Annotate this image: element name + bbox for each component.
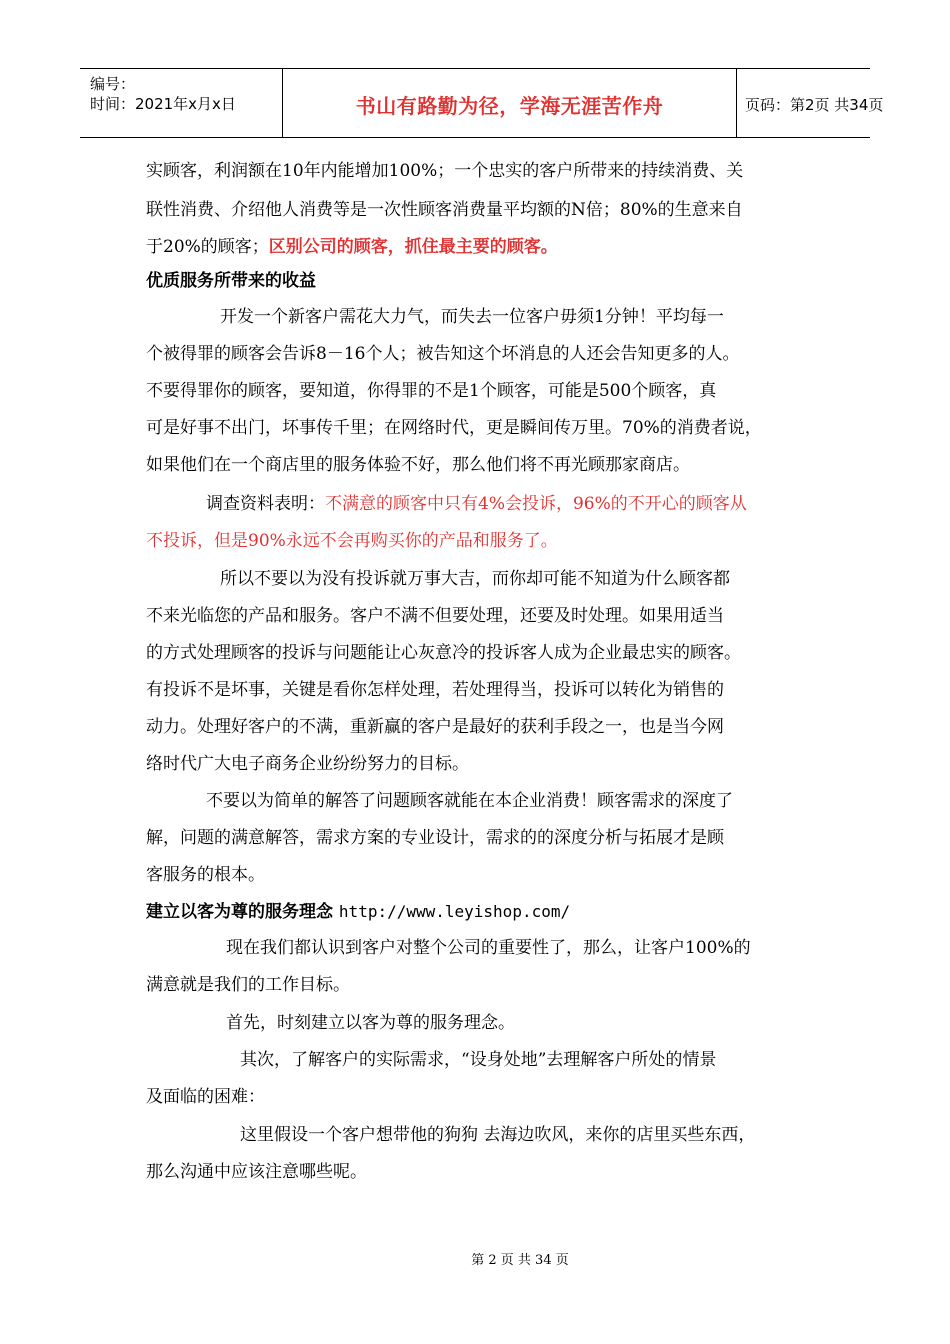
paragraph-text: 于20%的顾客； <box>146 237 269 257</box>
paragraph-line: 开发一个新客户需花大力气，而失去一位客户毋须1分钟！平均每一 <box>220 307 724 327</box>
header-page-cell <box>737 69 884 137</box>
section-heading-benefits: 优质服务所带来的收益 <box>146 271 316 291</box>
paragraph-line: 个被得罪的顾客会告诉8－16个人；被告知这个坏消息的人还会告知更多的人。 <box>146 344 740 364</box>
paragraph-line: 所以不要以为没有投诉就万事大吉，而你却可能不知道为什么顾客都 <box>220 569 730 589</box>
paragraph-line: 不来光临您的产品和服务。客户不满不但要处理，还要及时处理。如果用适当 <box>146 606 724 626</box>
paragraph-line: 实顾客，利润额在10年内能增加100%；一个忠实的客户所带来的持续消费、关 <box>146 161 744 181</box>
paragraph-line: 客服务的根本。 <box>146 865 265 885</box>
section-heading-text: 建立以客为尊的服务理念 <box>146 902 333 922</box>
page-footer: 第 2 页 共 34 页 <box>471 1253 569 1268</box>
paragraph-text: 调查资料表明： <box>206 494 325 514</box>
time-label: 时间：2021年x月x日 <box>90 95 236 113</box>
header-meta-cell <box>80 69 283 137</box>
paragraph-line: 那么沟通中应该注意哪些呢。 <box>146 1162 367 1182</box>
paragraph-line <box>206 492 747 516</box>
paragraph-line: 的方式处理顾客的投诉与问题能让心灰意冷的投诉客人成为企业最忠实的顾客。 <box>146 643 741 663</box>
header-page-info: 页码：第2页 共34页 <box>745 96 884 114</box>
paragraph-line: 满意就是我们的工作目标。 <box>146 975 350 995</box>
header-motto: 书山有路勤为径，学海无涯苦作舟 <box>355 94 664 118</box>
paragraph-line: 其次，了解客户的实际需求，“设身处地”去理解客户所处的情景 <box>240 1050 717 1070</box>
website-link[interactable]: http://www.leyishop.com/ <box>338 902 571 921</box>
paragraph-line: 联性消费、介绍他人消费等是一次性顾客消费量平均额的N倍；80%的生意来自 <box>146 200 743 220</box>
highlight-text: 不满意的顾客中只有4%会投诉，96%的不开心的顾客从 <box>325 494 747 514</box>
paragraph-line: 不要以为简单的解答了问题顾客就能在本企业消费！顾客需求的深度了 <box>206 791 733 811</box>
section-heading-service <box>146 900 570 924</box>
document-header <box>80 68 884 138</box>
paragraph-line <box>146 235 558 259</box>
paragraph-line: 不要得罪你的顾客，要知道，你得罪的不是1个顾客，可能是500个顾客，真 <box>146 381 717 401</box>
paragraph-line: 有投诉不是坏事，关键是看你怎样处理，若处理得当，投诉可以转化为销售的 <box>146 680 724 700</box>
serial-label: 编号： <box>90 75 136 93</box>
highlight-text: 区别公司的顾客，抓住最主要的顾客。 <box>268 237 558 257</box>
paragraph-line: 解，问题的满意解答，需求方案的专业设计，需求的的深度分析与拓展才是顾 <box>146 828 724 848</box>
paragraph-line: 如果他们在一个商店里的服务体验不好，那么他们将不再光顾那家商店。 <box>146 455 690 475</box>
paragraph-line: 可是好事不出门，坏事传千里；在网络时代，更是瞬间传万里。70%的消费者说， <box>146 418 762 438</box>
paragraph-line: 现在我们都认识到客户对整个公司的重要性了，那么，让客户100%的 <box>226 938 751 958</box>
paragraph-line: 及面临的困难： <box>146 1087 265 1107</box>
header-motto-cell <box>283 69 737 137</box>
paragraph-line: 首先，时刻建立以客为尊的服务理念。 <box>226 1013 515 1033</box>
paragraph-line: 动力。处理好客户的不满，重新赢的客户是最好的获利手段之一，也是当今网 <box>146 717 724 737</box>
paragraph-line: 络时代广大电子商务企业纷纷努力的目标。 <box>146 754 469 774</box>
paragraph-line: 这里假设一个客户想带他的狗狗 去海边吹风，来你的店里买些东西， <box>240 1125 756 1145</box>
highlight-line: 不投诉，但是90%永远不会再购买你的产品和服务了。 <box>146 531 558 551</box>
